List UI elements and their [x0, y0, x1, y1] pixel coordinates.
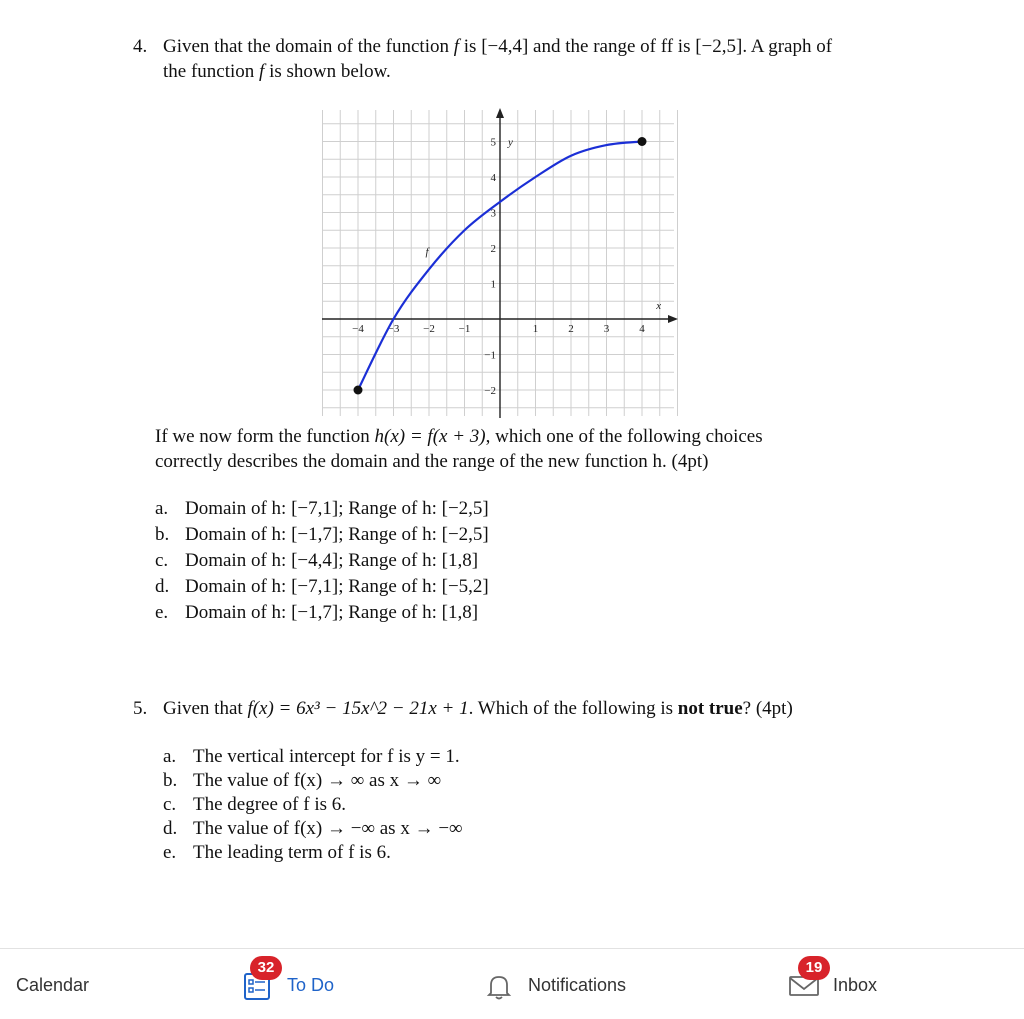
inbox-badge: 19	[798, 956, 830, 980]
choice-text: Domain of h: [−7,1]; Range of h: [−5,2]	[185, 576, 489, 597]
q4-followup: If we now form the function h(x) = f(x + 3), which one of the following choices correctly describes the domain and the range of the new function h. (4pt)	[155, 426, 763, 472]
choice-text: The degree of f is 6.	[193, 794, 346, 815]
q4-choice-c[interactable]	[155, 548, 478, 574]
bottom-tab-bar	[0, 948, 1024, 1019]
y-axis-label: y	[508, 136, 513, 149]
q4-choice-a[interactable]	[155, 496, 489, 522]
choice-label: c.	[155, 550, 169, 571]
endpoint-dot	[638, 137, 647, 146]
q5-prompt: Given that f(x) = 6x³ − 15x^2 − 21x + 1. Which of the following is not true? (4pt)	[163, 698, 793, 719]
tab-notifications[interactable]: Notifications	[528, 975, 627, 995]
q4-number: 4.	[133, 36, 148, 57]
y-tick-label: 2	[490, 243, 496, 255]
choice-text: Domain of h: [−7,1]; Range of h: [−2,5]	[185, 498, 489, 519]
x-tick-label: −3	[387, 323, 400, 335]
q4-choice-e[interactable]	[155, 600, 478, 626]
x-tick-label: 3	[603, 323, 610, 335]
choice-label: e.	[163, 842, 177, 863]
q5-choice-a[interactable]	[163, 744, 460, 770]
todo-badge: 32	[250, 956, 282, 980]
choice-text: Domain of h: [−4,4]; Range of h: [1,8]	[185, 550, 479, 571]
tab-inbox[interactable]: Inbox	[833, 975, 878, 995]
choice-text: Domain of h: [−1,7]; Range of h: [1,8]	[185, 602, 479, 623]
y-axis-arrow	[496, 108, 504, 118]
choice-label: d.	[163, 818, 178, 839]
choice-text: The value of f(x) → ∞ as x → ∞	[193, 770, 442, 791]
y-tick-label: 4	[490, 172, 496, 184]
x-tick-label: 2	[568, 323, 574, 335]
choice-label: d.	[155, 576, 170, 597]
y-tick-label: −2	[484, 385, 496, 397]
tab-calendar[interactable]: Calendar	[16, 975, 90, 995]
y-tick-label: −1	[484, 349, 496, 362]
choice-label: a.	[155, 498, 169, 519]
x-axis-label: x	[656, 300, 662, 312]
x-axis-arrow	[668, 315, 678, 323]
x-tick-label: −4	[352, 323, 364, 335]
endpoint-dot	[354, 386, 363, 395]
choice-text: The vertical intercept for f is y = 1.	[193, 746, 460, 767]
choice-text: Domain of h: [−1,7]; Range of h: [−2,5]	[185, 524, 489, 545]
choice-label: e.	[155, 602, 169, 623]
x-tick-label: 1	[532, 323, 539, 335]
q5-choice-b[interactable]	[163, 768, 441, 794]
choice-label: b.	[155, 524, 170, 545]
x-tick-label: −1	[458, 323, 471, 335]
x-tick-label: −2	[423, 323, 435, 335]
y-tick-label: 3	[490, 207, 496, 220]
function-graph	[318, 104, 682, 420]
choice-label: a.	[163, 746, 177, 767]
choice-text: The leading term of f is 6.	[193, 842, 391, 863]
q4-choice-b[interactable]	[155, 522, 489, 548]
y-tick-label: 1	[490, 278, 496, 291]
q4-choice-d[interactable]	[155, 574, 489, 600]
x-tick-label: 4	[639, 323, 645, 335]
choice-label: b.	[163, 770, 178, 791]
bell-icon[interactable]	[484, 971, 514, 1001]
q5-choice-d[interactable]	[163, 816, 463, 842]
choice-label: c.	[163, 794, 177, 815]
q5-choice-c[interactable]	[163, 792, 346, 818]
y-tick-label: 5	[490, 136, 496, 149]
tab-todo[interactable]: To Do	[287, 975, 335, 995]
q4-prompt: Given that the domain of the function f is [−4,4] and the range of ff is [−2,5]. A graph of the function f is shown below.	[163, 36, 833, 82]
curve-label-f: f	[425, 246, 429, 259]
choice-text: The value of f(x) → −∞ as x → −∞	[193, 818, 463, 839]
q5-choice-e[interactable]	[163, 840, 391, 866]
q5-number: 5.	[133, 698, 148, 719]
